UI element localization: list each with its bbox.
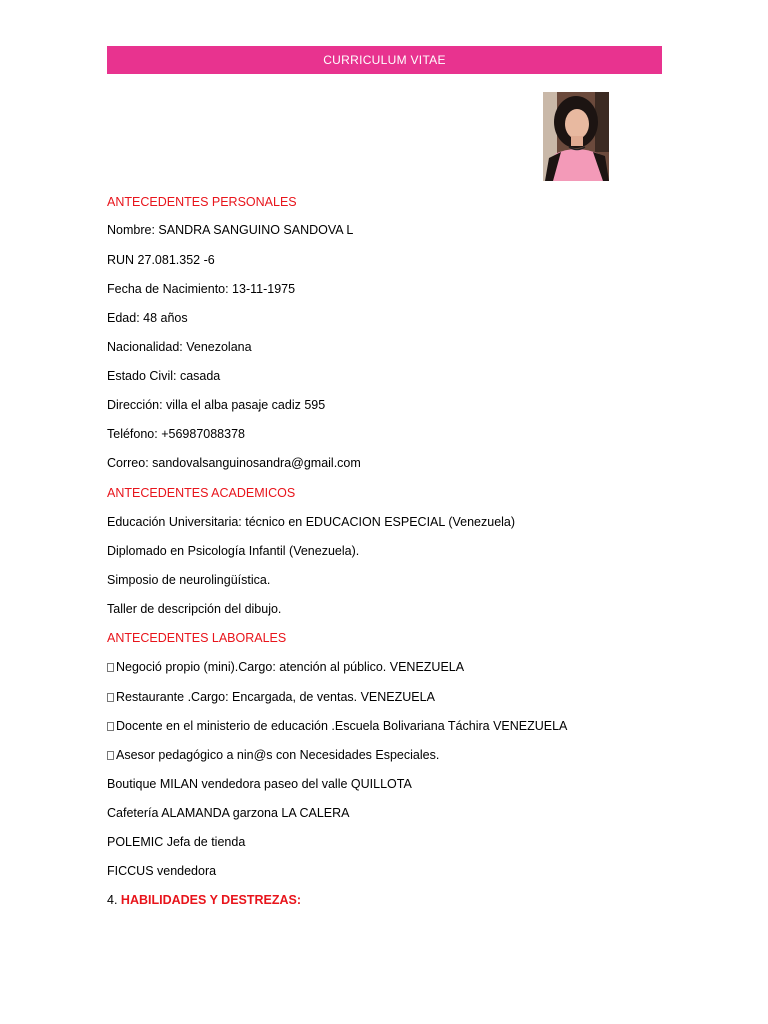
work-item bbox=[107, 689, 435, 705]
work-item-text: Restaurante .Cargo: Encargada, de ventas. VENEZUELA bbox=[116, 690, 435, 704]
work-item-text: Asesor pedagógico a nin@s con Necesidades Especiales. bbox=[116, 748, 440, 762]
personal-nationality: Nacionalidad: Venezolana bbox=[107, 340, 252, 354]
cv-title-banner bbox=[107, 46, 662, 74]
personal-civil-status: Estado Civil: casada bbox=[107, 369, 221, 383]
academic-item: Diplomado en Psicología Infantil (Venezuela). bbox=[107, 544, 360, 558]
section-heading-skills bbox=[107, 892, 301, 908]
section-heading-work: ANTECEDENTES LABORALES bbox=[107, 631, 287, 645]
cv-title: CURRICULUM VITAE bbox=[323, 53, 446, 67]
skills-number: 4. bbox=[107, 893, 118, 907]
section-heading-personal: ANTECEDENTES PERSONALES bbox=[107, 195, 297, 209]
personal-birthdate: Fecha de Nacimiento: 13-11-1975 bbox=[107, 282, 296, 296]
work-item bbox=[107, 659, 464, 675]
personal-email: Correo: sandovalsanguinosandra@gmail.com bbox=[107, 456, 361, 470]
work-item: FICCUS vendedora bbox=[107, 864, 217, 878]
missing-glyph-bullet-icon bbox=[107, 693, 114, 702]
personal-run: RUN 27.081.352 -6 bbox=[107, 253, 215, 267]
personal-phone: Teléfono: +56987088378 bbox=[107, 427, 245, 441]
personal-age: Edad: 48 años bbox=[107, 311, 188, 325]
work-item bbox=[107, 718, 567, 734]
work-item-text: Docente en el ministerio de educación .Escuela Bolivariana Táchira VENEZUELA bbox=[116, 719, 568, 733]
work-item-text: Negoció propio (mini).Cargo: atención al público. VENEZUELA bbox=[116, 660, 465, 674]
academic-item: Taller de descripción del dibujo. bbox=[107, 602, 282, 616]
academic-item: Educación Universitaria: técnico en EDUCACION ESPECIAL (Venezuela) bbox=[107, 515, 516, 529]
missing-glyph-bullet-icon bbox=[107, 751, 114, 760]
section-heading-academic: ANTECEDENTES ACADEMICOS bbox=[107, 486, 296, 500]
missing-glyph-bullet-icon bbox=[107, 663, 114, 672]
work-item: Boutique MILAN vendedora paseo del valle QUILLOTA bbox=[107, 777, 412, 791]
profile-photo bbox=[543, 92, 609, 181]
personal-address: Dirección: villa el alba pasaje cadiz 595 bbox=[107, 398, 326, 412]
personal-name: Nombre: SANDRA SANGUINO SANDOVA L bbox=[107, 223, 354, 237]
academic-item: Simposio de neurolingüística. bbox=[107, 573, 271, 587]
work-item bbox=[107, 747, 439, 763]
missing-glyph-bullet-icon bbox=[107, 722, 114, 731]
skills-heading: HABILIDADES Y DESTREZAS: bbox=[120, 893, 302, 907]
work-item: POLEMIC Jefa de tienda bbox=[107, 835, 246, 849]
work-item: Cafetería ALAMANDA garzona LA CALERA bbox=[107, 806, 350, 820]
